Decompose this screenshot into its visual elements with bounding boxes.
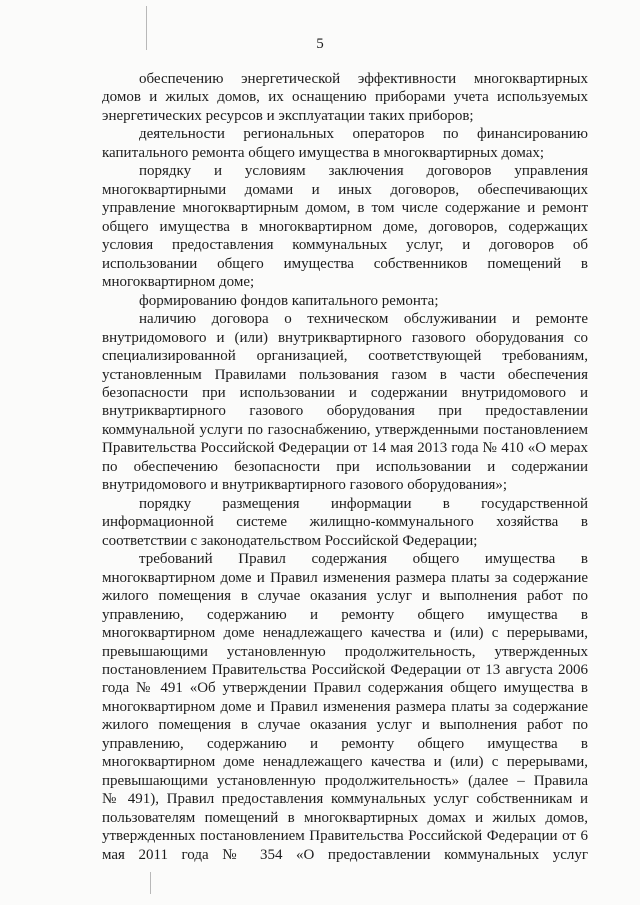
text-line: управлению, содержанию и ремонту общего имущества в — [102, 735, 588, 752]
text-line: многоквартирном доме и Правил изменения размера платы за содержание — [102, 698, 588, 715]
scan-artifact-line — [150, 872, 151, 894]
text-line: информационной системе жилищно-коммунального хозяйства в — [102, 514, 588, 531]
document-body — [102, 70, 588, 864]
text-line: формированию фондов капитального ремонта; — [139, 292, 439, 309]
text-line: безопасности при использовании и содержании внутридомового и — [102, 384, 588, 401]
text-line: условия предоставления коммунальных услуг, и договоров об — [102, 237, 588, 254]
text-line: Правительства Российской Федерации от 14 мая 2013 года № 410 «О мерах — [102, 440, 588, 457]
text-line: года № 491 «Об утверждении Правил содержания общего имущества в — [102, 680, 588, 697]
text-line: внутриквартирного газового оборудования при предоставлении — [102, 403, 588, 420]
text-line: общего имущества в многоквартирном доме, договоров, содержащих — [102, 218, 588, 235]
text-line: обеспечению энергетической эффективности многоквартирных — [139, 71, 588, 87]
text-line: многоквартирном доме и Правил изменения размера платы за содержание — [102, 569, 588, 586]
text-line: жилого помещения в случае оказания услуг и выполнения работ по — [102, 588, 588, 605]
text-line: мая 2011 года № 354 «О предоставлении коммунальных услуг — [102, 846, 588, 863]
text-line: установленным Правилами пользования газом в части обеспечения — [102, 366, 588, 383]
text-line: требований Правил содержания общего имущества в — [139, 551, 588, 568]
text-line: № 491), Правил предоставления коммунальных услуг собственникам и — [102, 791, 588, 808]
text-line: многоквартирном доме ненадлежащего качества и (или) с перерывами, — [102, 754, 588, 771]
text-line: многоквартирном доме ненадлежащего качества и (или) с перерывами, — [102, 625, 588, 642]
text-line: специализированной организацией, соответствующей требованиям, — [102, 348, 588, 365]
text-line: капитального ремонта общего имущества в многоквартирных домах; — [102, 144, 545, 161]
text-line: деятельности региональных операторов по финансированию — [139, 126, 588, 143]
text-line: многоквартирными домами и иных договоров, обеспечивающих — [102, 181, 588, 198]
page-number: 5 — [316, 36, 324, 52]
text-line: порядку и условиям заключения договоров управления — [139, 163, 588, 180]
text-line: внутридомового и внутриквартирного газового оборудования»; — [102, 477, 508, 494]
text-line: домов и жилых домов, их оснащению приборами учета используемых — [102, 89, 588, 106]
text-line: коммунальной услуги по газоснабжению, утвержденными постановлением — [102, 421, 588, 438]
text-line: соответствии с законодательством Российской Федерации; — [102, 532, 478, 549]
text-line: утвержденных постановлением Правительства Российской Федерации от 6 — [102, 828, 588, 845]
text-line: порядку размещения информации в государственной — [139, 495, 588, 512]
text-line: постановлением Правительства Российской Федерации от 13 августа 2006 — [102, 662, 588, 678]
text-line: наличию договора о техническом обслуживании и ремонте — [139, 311, 588, 328]
text-line: управлению, содержанию и ремонту общего имущества в — [102, 606, 588, 623]
text-line: внутридомового и (или) внутриквартирного газового оборудования со — [102, 329, 588, 346]
text-line: превышающими установленную продолжительность, утвержденных — [102, 643, 588, 660]
text-line: использовании общего имущества собственников помещений в — [102, 255, 588, 272]
text-line: превышающими установленную продолжительность» (далее – Правила — [102, 772, 588, 789]
text-line: пользователям помещений в многоквартирных домах и жилых домов, — [102, 809, 588, 826]
text-line: энергетических ресурсов и эксплуатации таких приборов; — [102, 107, 474, 124]
text-line: по обеспечению безопасности при использовании и содержании — [102, 458, 588, 475]
text-line: жилого помещения в случае оказания услуг и выполнения работ по — [102, 717, 588, 734]
text-line: управление многоквартирным домом, в том числе содержание и ремонт — [102, 200, 588, 217]
text-line: многоквартирном доме; — [102, 274, 255, 291]
